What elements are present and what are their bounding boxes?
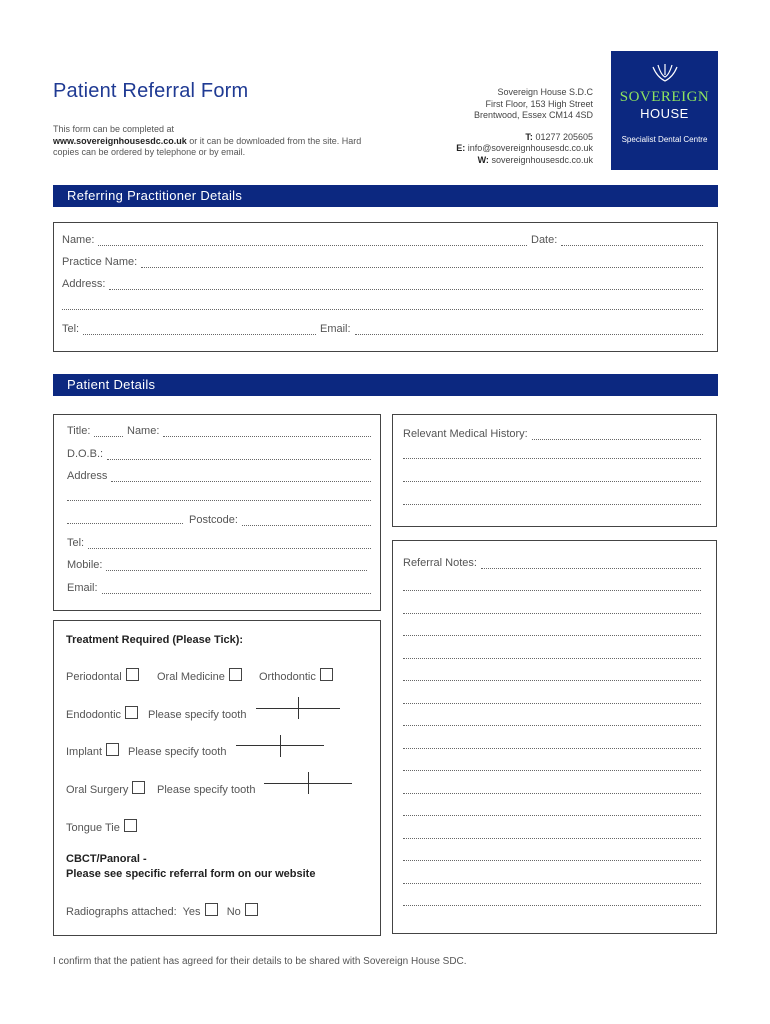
email-line	[456, 143, 593, 155]
referral-notes-box	[392, 540, 717, 934]
patient-mobile-label: Mobile:	[67, 559, 103, 571]
consent-statement: I confirm that the patient has agreed for their details to be shared with Sovereign House SDC.	[53, 956, 467, 967]
orthodontic-checkbox[interactable]	[320, 668, 333, 681]
centre-address	[456, 87, 593, 166]
implant-specify-tooth-label: Please specify tooth	[128, 746, 227, 758]
patient-name-field[interactable]	[127, 425, 371, 437]
referral-notes-line[interactable]	[403, 793, 701, 794]
endodontic-tooth-chart-divider	[298, 697, 299, 719]
patient-postcode-label: Postcode:	[189, 514, 238, 526]
patient-tel-label: Tel:	[67, 537, 85, 549]
address-line-1: Sovereign House S.D.C	[497, 87, 593, 97]
web-label: W:	[477, 154, 489, 165]
implant-label: Implant	[66, 746, 103, 758]
referral-notes-line[interactable]	[403, 703, 701, 704]
practice-email-label: Email:	[320, 323, 351, 335]
endodontic-option[interactable]	[66, 706, 138, 721]
patient-address-line-2[interactable]	[67, 500, 371, 501]
logo-text-2: HOUSE	[640, 106, 689, 121]
oral-surgery-option[interactable]	[66, 781, 145, 796]
referral-notes-line[interactable]	[403, 838, 701, 839]
patient-mobile-field[interactable]	[67, 559, 367, 571]
logo-text-1: SOVEREIGN	[619, 89, 710, 105]
patient-name-label: Name:	[127, 425, 160, 437]
practice-address-line-2[interactable]	[62, 309, 703, 310]
address-line-3: Brentwood, Essex CM14 4SD	[473, 110, 593, 120]
implant-checkbox[interactable]	[106, 743, 119, 756]
tongue-tie-label: Tongue Tie	[66, 822, 120, 834]
periodontal-label: Periodontal	[66, 671, 122, 683]
telephone-line	[456, 132, 593, 144]
practice-address-field[interactable]	[62, 278, 703, 290]
referral-notes-line[interactable]	[403, 590, 701, 591]
endodontic-checkbox[interactable]	[125, 706, 138, 719]
periodontal-checkbox[interactable]	[126, 668, 139, 681]
cbct-notice-2: Please see specific referral form on our website	[66, 868, 316, 880]
referral-date-field[interactable]	[531, 234, 703, 246]
practitioner-name-field[interactable]	[62, 234, 527, 246]
sovereign-house-logo	[611, 51, 718, 170]
oral-surgery-tooth-chart-divider	[308, 772, 309, 794]
orthodontic-label: Orthodontic	[259, 671, 316, 683]
oral-medicine-option[interactable]	[157, 668, 242, 683]
referral-notes-line[interactable]	[403, 613, 701, 614]
intro-text	[53, 124, 373, 159]
periodontal-option[interactable]	[66, 668, 139, 683]
practice-email-field[interactable]	[320, 323, 703, 335]
radiographs-label: Radiographs attached:	[66, 906, 177, 918]
referral-notes-field[interactable]	[403, 557, 701, 569]
practice-name-label: Practice Name:	[62, 256, 138, 268]
radiographs-option	[66, 903, 258, 918]
patient-address-field[interactable]	[67, 470, 371, 482]
referral-notes-line[interactable]	[403, 748, 701, 749]
referral-notes-line[interactable]	[403, 770, 701, 771]
patient-email-field[interactable]	[67, 582, 371, 594]
cbct-notice-1: CBCT/Panoral -	[66, 853, 147, 865]
endodontic-label: Endodontic	[66, 709, 122, 721]
address-line-2: First Floor, 153 High Street	[485, 98, 593, 109]
medical-history-label: Relevant Medical History:	[403, 428, 528, 440]
oral-surgery-label: Oral Surgery	[66, 784, 129, 796]
oral-medicine-checkbox[interactable]	[229, 668, 242, 681]
patient-title-label: Title:	[67, 425, 91, 437]
intro-text-1: This form can be completed at	[53, 124, 175, 134]
patient-dob-field[interactable]	[67, 448, 371, 460]
orthodontic-option[interactable]	[259, 668, 333, 683]
practitioner-name-label: Name:	[62, 234, 95, 246]
oral-surgery-specify-tooth-label: Please specify tooth	[157, 784, 256, 796]
practice-address-label: Address:	[62, 278, 106, 290]
telephone: 01277 205605	[535, 131, 593, 142]
treatment-heading: Treatment Required (Please Tick):	[66, 634, 244, 646]
implant-tooth-chart-divider	[280, 735, 281, 757]
medical-history-field[interactable]	[403, 428, 701, 440]
referral-notes-line[interactable]	[403, 860, 701, 861]
referral-notes-line[interactable]	[403, 680, 701, 681]
patient-title-field[interactable]	[67, 425, 123, 437]
referral-notes-line[interactable]	[403, 815, 701, 816]
web-line	[456, 155, 593, 167]
medical-history-line[interactable]	[403, 504, 701, 505]
referral-notes-line[interactable]	[403, 883, 701, 884]
form-title: Patient Referral Form	[53, 80, 249, 102]
practice-tel-field[interactable]	[62, 323, 316, 335]
patient-address-line-3[interactable]	[67, 523, 183, 524]
referral-date-label: Date:	[531, 234, 558, 246]
oral-surgery-checkbox[interactable]	[132, 781, 145, 794]
referral-notes-label: Referral Notes:	[403, 557, 477, 569]
website-link[interactable]: www.sovereignhousesdc.co.uk	[53, 135, 187, 146]
practice-tel-label: Tel:	[62, 323, 80, 335]
email-label: E:	[456, 143, 466, 153]
medical-history-line[interactable]	[403, 481, 701, 482]
oral-medicine-label: Oral Medicine	[157, 671, 225, 683]
patient-email-label: Email:	[67, 582, 98, 594]
implant-option[interactable]	[66, 743, 119, 758]
patient-address-label: Address	[67, 470, 108, 482]
referral-notes-line[interactable]	[403, 905, 701, 906]
referral-notes-line[interactable]	[403, 658, 701, 659]
radiographs-yes-label: Yes	[182, 906, 201, 918]
medical-history-line[interactable]	[403, 458, 701, 459]
referral-notes-line[interactable]	[403, 635, 701, 636]
tongue-tie-checkbox[interactable]	[124, 819, 137, 832]
patient-section-header: Patient Details	[53, 374, 718, 396]
radiographs-no-checkbox[interactable]	[245, 903, 258, 916]
practitioner-section-header: Referring Practitioner Details	[53, 185, 718, 207]
crown-icon	[647, 63, 683, 85]
website[interactable]: sovereignhousesdc.co.uk	[491, 154, 593, 165]
patient-dob-label: D.O.B.:	[67, 448, 104, 460]
logo-text-3: Specialist Dental Centre	[621, 135, 708, 144]
intro-text-2: or it can be downloaded from the site. Hard copies can be ordered by telephone or by email.	[53, 135, 362, 157]
endodontic-specify-tooth-label: Please specify tooth	[148, 709, 247, 721]
patient-postcode-field[interactable]	[189, 514, 371, 526]
tel-label: T:	[525, 131, 533, 142]
email[interactable]: info@sovereignhousesdc.co.uk	[467, 143, 593, 153]
referral-notes-line[interactable]	[403, 725, 701, 726]
patient-tel-field[interactable]	[67, 537, 371, 549]
radiographs-no-label: No	[226, 906, 241, 918]
practice-name-field[interactable]	[62, 256, 703, 268]
tongue-tie-option[interactable]	[66, 819, 137, 834]
radiographs-yes-checkbox[interactable]	[205, 903, 218, 916]
